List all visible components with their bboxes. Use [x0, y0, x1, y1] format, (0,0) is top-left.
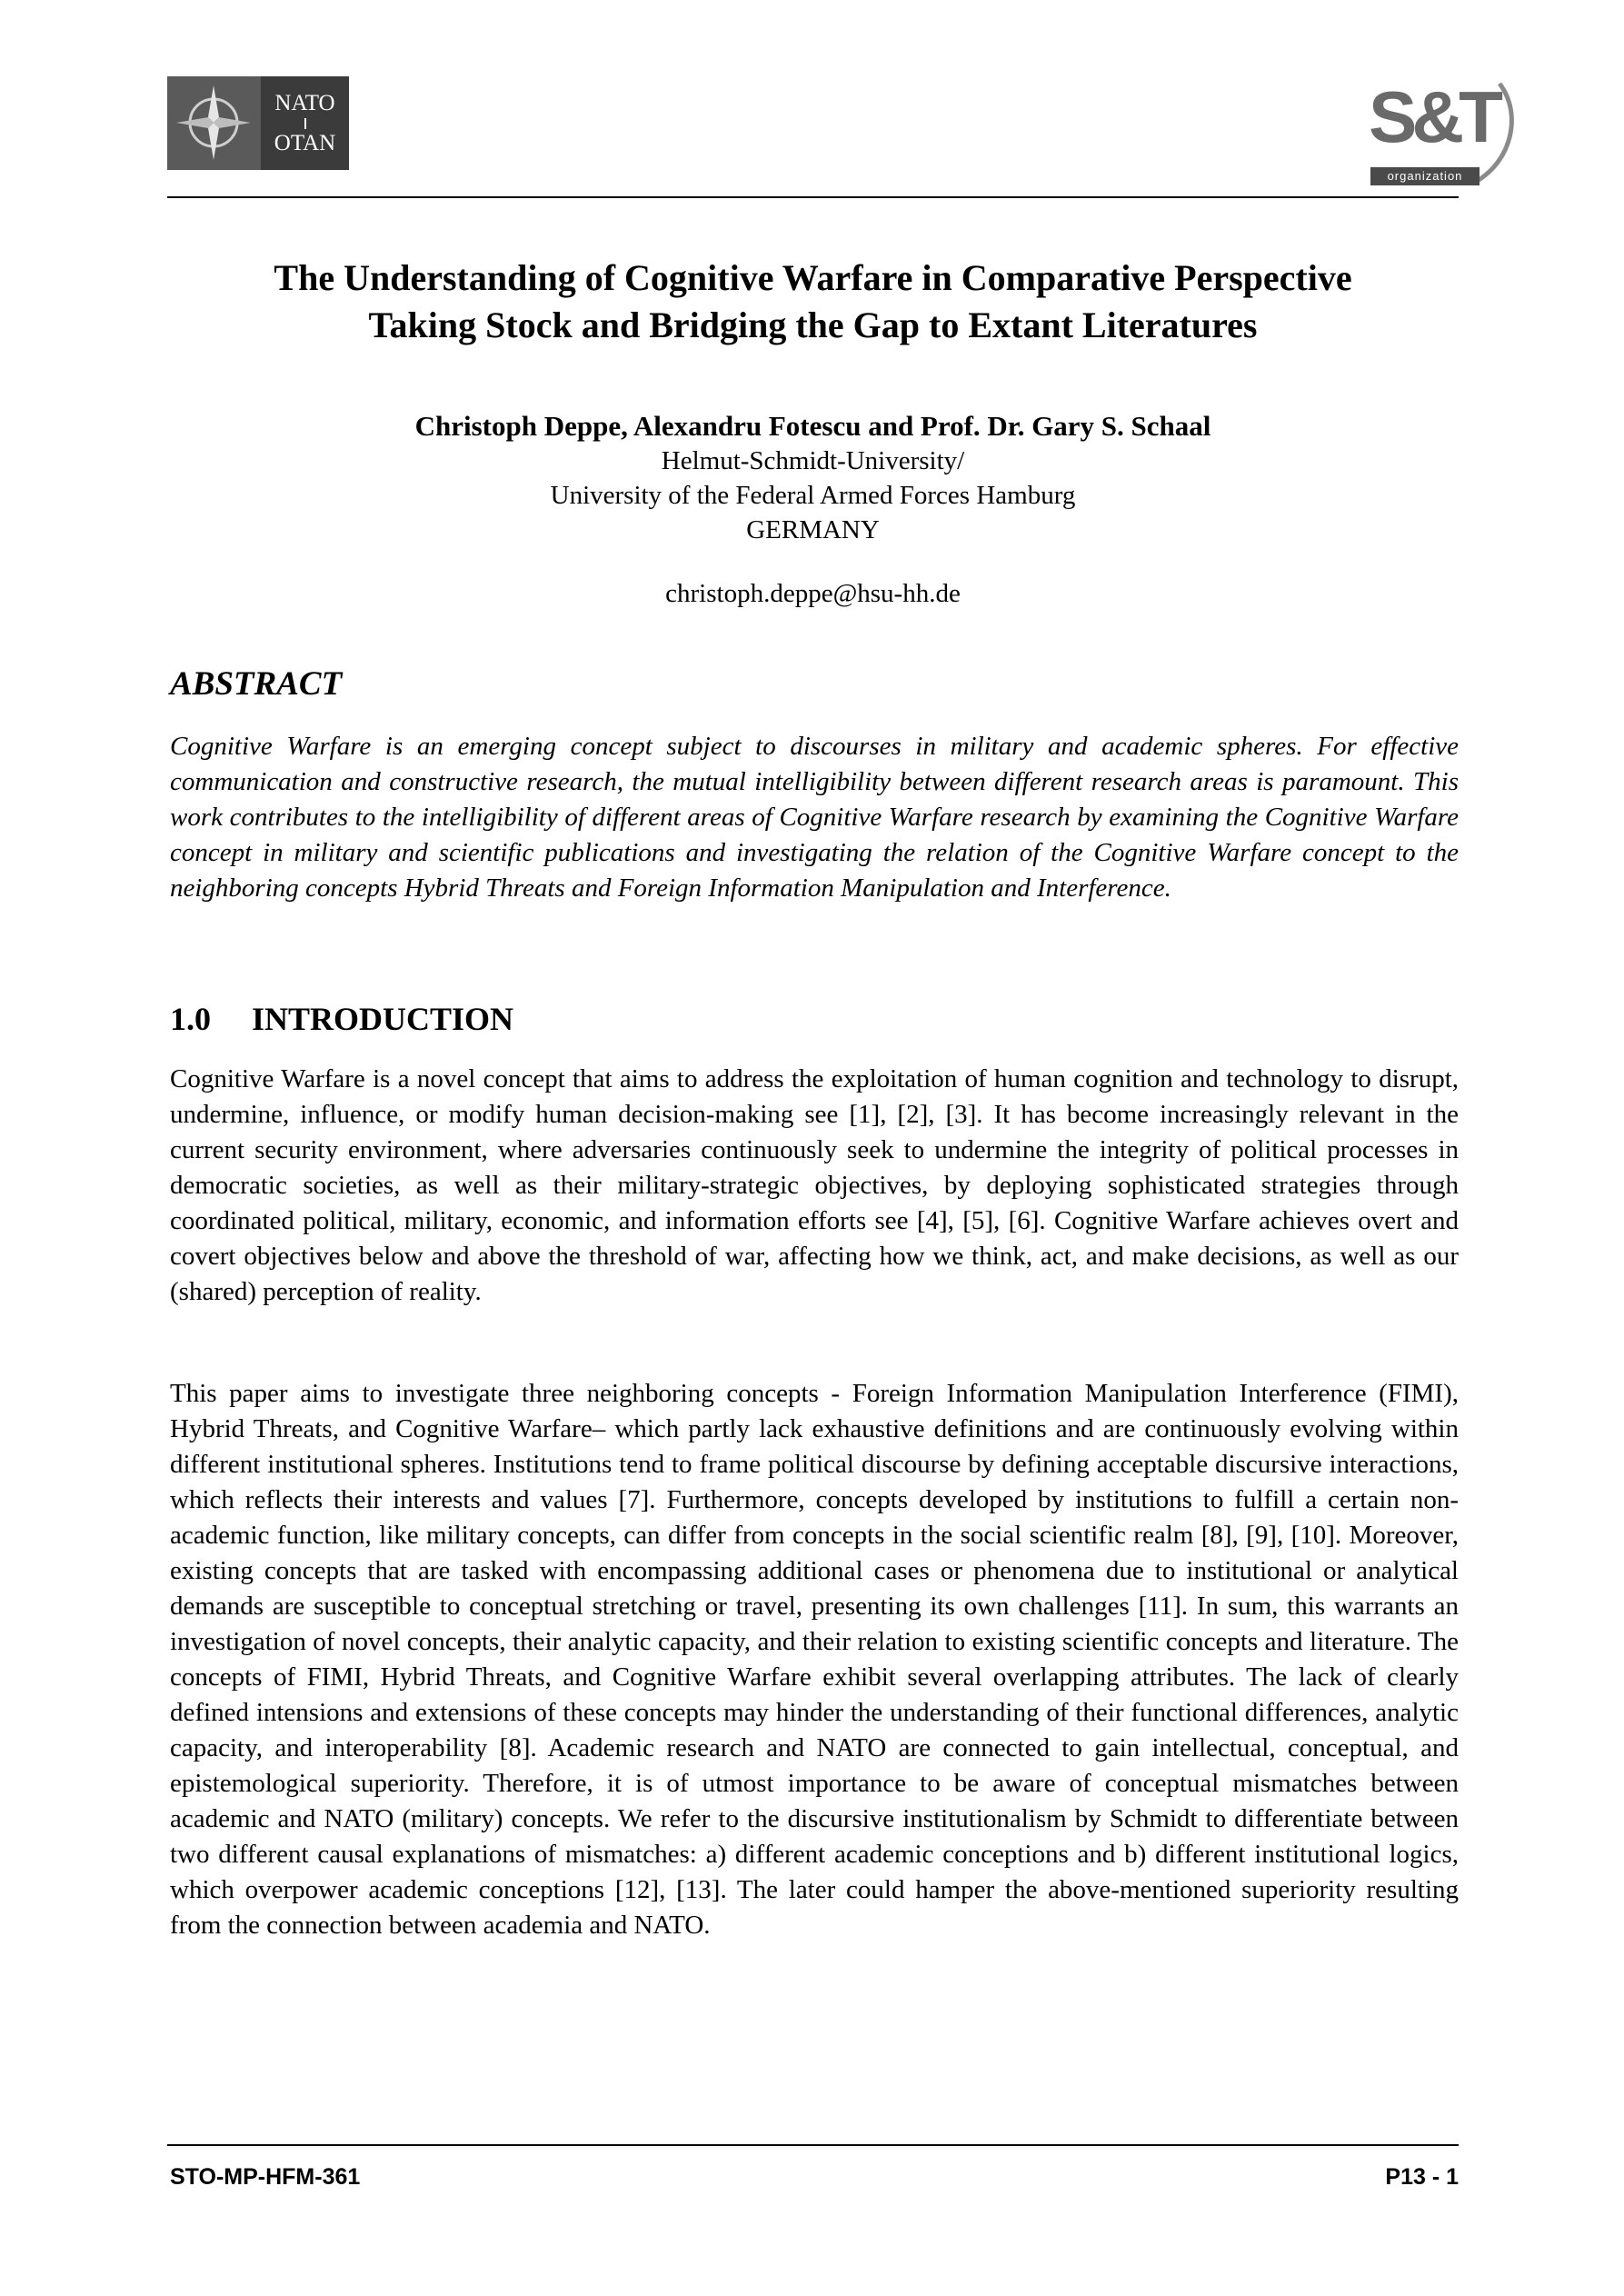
author-names: Christoph Deppe, Alexandru Fotescu and Prof. Dr. Gary S. Schaal [414, 410, 1211, 442]
otan-logo-text: OTAN [274, 130, 336, 155]
nato-compass-star-icon [167, 76, 261, 170]
author-email[interactable]: christoph.deppe@hsu-hh.de [665, 579, 961, 608]
footer-document-id: STO-MP-HFM-361 [170, 2164, 361, 2190]
section-number: 1.0 [170, 1001, 211, 1037]
footer-page-number: P13 - 1 [1385, 2164, 1459, 2190]
abstract-heading: ABSTRACT [170, 665, 343, 703]
nato-logo-text: NATO [274, 90, 335, 115]
sto-logo-caption: organization [1370, 167, 1480, 185]
intro-paragraph-1: Cognitive Warfare is a novel concept that aims to address the exploitation of human cognition and technology to disrupt, undermine, influence, or modify human decision-making see [1], [2], [3]. It has become increasingly relevant in the current security environment, where adversaries continuously seek to undermine the integrity of political processes in democratic societies, as well as their military-strategic objectives, by deploying sophisticated strategies through coordinated political, military, economic, and information efforts see [4], [5], [6]. Cognitive Warfare achieves overt and covert objectives below and above the threshold of war, affecting how we think, act, and make decisions, as well as our (shared) perception of reality. [170, 1064, 1459, 1306]
affiliation-country: GERMANY [746, 515, 880, 544]
paper-title [167, 255, 1459, 349]
footer-rule [167, 2144, 1459, 2146]
title-line-1: The Understanding of Cognitive Warfare in Comparative Perspective [274, 257, 1352, 298]
section-heading-introduction [170, 998, 513, 1040]
abstract-text: Cognitive Warfare is an emerging concept subject to discourses in military and academic spheres. For effective communication and constructive research, the mutual intelligibility between different research areas is paramount. This work contributes to the intelligibility of different areas of Cognitive Warfare research by examining the Cognitive Warfare concept in military and scientific publications and investigating the relation of the Cognitive Warfare concept to the neighboring concepts Hybrid Threats and Foreign Information Manipulation and Interference. [170, 732, 1459, 903]
title-line-2: Taking Stock and Bridging the Gap to Extant Literatures [368, 304, 1258, 345]
nato-otan-logo [167, 76, 349, 170]
author-block [167, 409, 1459, 547]
intro-paragraph-2: This paper aims to investigate three neighboring concepts - Foreign Information Manipulation Interference (FIMI), Hybrid Threats, and Cognitive Warfare– which partly lack exhaustive definitions and are continuously evolving within different institutional spheres. Institutions tend to frame political discourse by defining acceptable discursive interactions, which reflects their interests and values [7]. Furthermore, concepts developed by institutions to fulfill a certain non-academic function, like military concepts, can differ from concepts in the social scientific realm [8], [9], [10]. Moreover, existing concepts that are tasked with encompassing additional cases or phenomena due to institutional or analytical demands are susceptible to conceptual stretching or travel, presenting its own challenges [11]. In sum, this warrants an investigation of novel concepts, their analytic capacity, and their relation to existing scientific concepts and literature. The concepts of FIMI, Hybrid Threats, and Cognitive Warfare exhibit several overlapping attributes. The lack of clearly defined intensions and extensions of these concepts may hinder the understanding of their functional differences, analytic capacity, and interoperability [8]. Academic research and NATO are connected to gain intellectual, conceptual, and epistemological superiority. Therefore, it is of utmost importance to be aware of conceptual mismatches between academic and NATO (military) concepts. We refer to the discursive institutionalism by Schmidt to differentiate between two different causal explanations of mismatches: a) different academic conceptions and b) different institutional logics, which overpower academic conceptions [12], [13]. The later could hamper the above-mentioned superiority resulting from the connection between academia and NATO. [170, 1379, 1459, 1940]
sto-logo-mark: S&T [1369, 76, 1498, 157]
logo-divider [304, 118, 306, 129]
affiliation-line-2: University of the Federal Armed Forces Hamburg [550, 481, 1076, 510]
sto-organization-logo [1363, 76, 1518, 189]
affiliation-line-1: Helmut-Schmidt-University/ [661, 446, 965, 475]
header-rule [167, 196, 1459, 198]
section-title: INTRODUCTION [252, 1001, 514, 1037]
